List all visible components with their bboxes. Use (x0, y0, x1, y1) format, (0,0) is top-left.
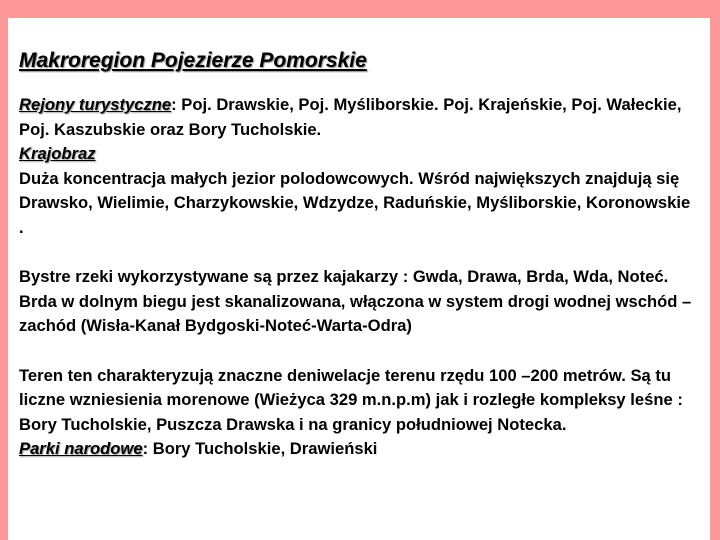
spacer (19, 241, 699, 266)
rejony-paragraph (19, 93, 699, 142)
terrain-paragraph: Teren ten charakteryzują znaczne deniwelacje terenu rzędu 100 –200 metrów. Są tu liczne wzniesienia morenowe (Wieżyca 329 m.n.p.m) jak i rozległe kompleksy leśne : Bory Tucholskie, Puszcza Drawska i na granicy południowej Notecka. (19, 365, 683, 434)
parki-paragraph (19, 437, 699, 462)
parki-heading: Parki narodowe (19, 439, 143, 459)
spacer (19, 339, 699, 364)
krajobraz-heading: Krajobraz (19, 144, 96, 164)
slide-title: Makroregion Pojezierze Pomorskie (19, 49, 367, 72)
krajobraz-heading-line (19, 142, 699, 167)
lakes-paragraph: Duża koncentracja małych jezior polodowcowych. Wśród największych znajdują się Drawsko, Wielimie, Charzykowskie, Wdzydze, Raduńskie, Myśliborskie, Koronowskie . (19, 168, 691, 237)
parki-text: : Bory Tucholskie, Drawieński (142, 439, 378, 459)
rejony-text: : Poj. Drawskie, Poj. Myśliborskie. Poj. Krajeńskie, Poj. Wałeckie, Poj. Kaszubskie oraz Bory Tucholskie. (19, 95, 682, 139)
slide-content (19, 48, 699, 462)
brda-paragraph: Brda w dolnym biegu jest skanalizowana, włączona w system drogi wodnej wschód – zachód (Wisła-Kanał Bydgoski-Noteć-Warta-Odra) (19, 291, 692, 336)
slide (8, 18, 710, 540)
rivers-paragraph: Bystre rzeki wykorzystywane są przez kajakarzy : Gwda, Drawa, Brda, Wda, Noteć. (19, 267, 669, 287)
rejony-heading: Rejony turystyczne (19, 95, 172, 114)
